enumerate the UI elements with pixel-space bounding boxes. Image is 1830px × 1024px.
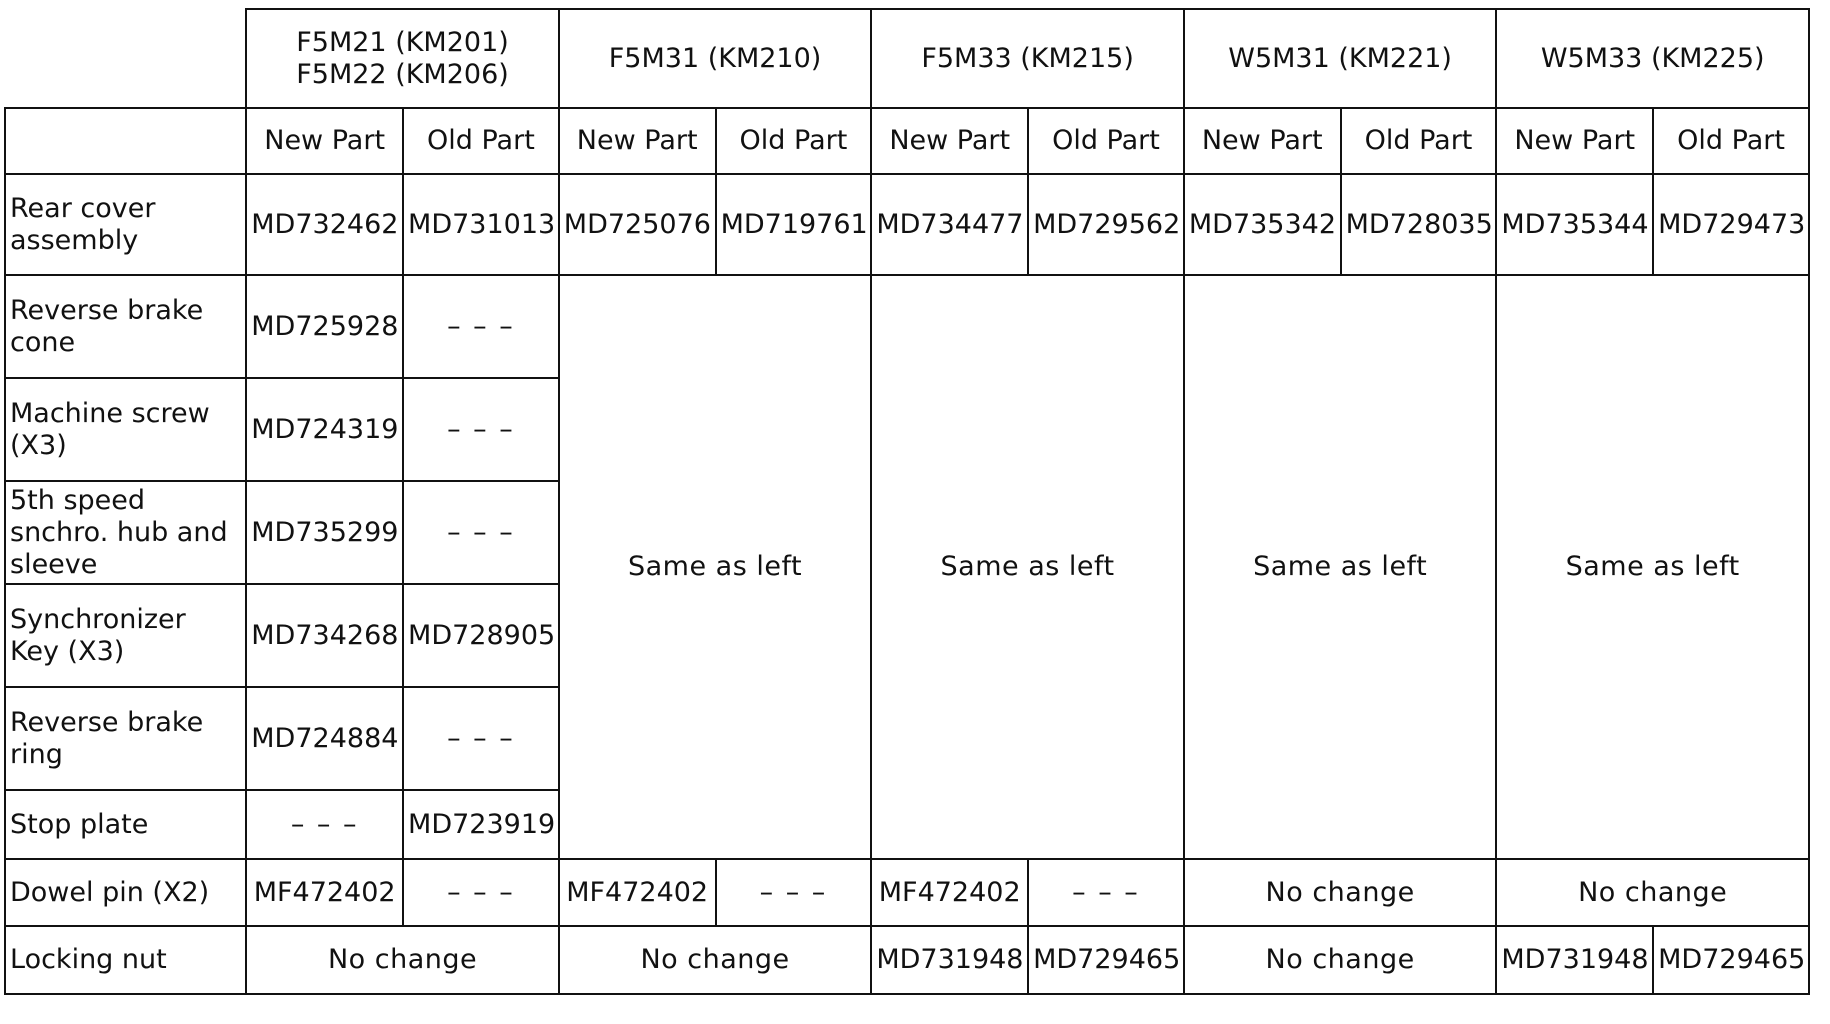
- part-number: MF472402: [246, 859, 403, 926]
- new-part-header: New Part: [246, 108, 403, 174]
- row-locking-nut: [5, 926, 1809, 994]
- part-number: – – –: [1028, 859, 1184, 926]
- corner-cell: [5, 9, 246, 108]
- new-part-header: New Part: [1184, 108, 1341, 174]
- part-number: – – –: [403, 481, 559, 584]
- part-label: Synchronizer Key (X3): [5, 584, 246, 687]
- part-number: – – –: [403, 378, 559, 481]
- model-header-w5m31: W5M31 (KM221): [1184, 9, 1497, 108]
- part-number: – – –: [403, 275, 559, 378]
- part-number: MF472402: [559, 859, 716, 926]
- part-number: MF472402: [871, 859, 1028, 926]
- same-as-left-w5m31: Same as left: [1184, 275, 1497, 859]
- part-number: – – –: [716, 859, 872, 926]
- no-change-cell: No change: [559, 926, 872, 994]
- part-number: MD724884: [246, 687, 403, 790]
- part-number: MD735299: [246, 481, 403, 584]
- part-number: MD731948: [871, 926, 1028, 994]
- part-number: MD729465: [1653, 926, 1809, 994]
- model-header-f5m21: [246, 9, 559, 108]
- part-number: MD728905: [403, 584, 559, 687]
- part-number: MD723919: [403, 790, 559, 859]
- same-as-left-f5m33: Same as left: [871, 275, 1184, 859]
- part-label: Locking nut: [5, 926, 246, 994]
- old-part-header: Old Part: [716, 108, 872, 174]
- part-label: Dowel pin (X2): [5, 859, 246, 926]
- old-part-header: Old Part: [1341, 108, 1497, 174]
- part-number: MD728035: [1341, 174, 1497, 275]
- part-label: Rear cover assembly: [5, 174, 246, 275]
- part-label: Reverse brake cone: [5, 275, 246, 378]
- no-change-cell: No change: [246, 926, 559, 994]
- part-type-header-row: [5, 108, 1809, 174]
- part-number: MD734477: [871, 174, 1028, 275]
- part-number: MD724319: [246, 378, 403, 481]
- old-part-header: Old Part: [1653, 108, 1809, 174]
- model-name-line: F5M22 (KM206): [296, 58, 509, 90]
- same-as-left-w5m33: Same as left: [1496, 275, 1809, 859]
- part-number: MD734268: [246, 584, 403, 687]
- part-number: MD731013: [403, 174, 559, 275]
- new-part-header: New Part: [1496, 108, 1653, 174]
- part-number: MD729562: [1028, 174, 1184, 275]
- part-number: MD735342: [1184, 174, 1341, 275]
- row-rear-cover: [5, 174, 1809, 275]
- new-part-header: New Part: [559, 108, 716, 174]
- part-label: Stop plate: [5, 790, 246, 859]
- parts-table: [4, 8, 1810, 995]
- no-change-cell: No change: [1184, 859, 1497, 926]
- old-part-header: Old Part: [1028, 108, 1184, 174]
- part-label: 5th speed snchro. hub and sleeve: [5, 481, 246, 584]
- same-as-left-f5m31: Same as left: [559, 275, 872, 859]
- model-header-f5m33: F5M33 (KM215): [871, 9, 1184, 108]
- no-change-cell: No change: [1184, 926, 1497, 994]
- part-number: – – –: [403, 859, 559, 926]
- part-number: MD731948: [1496, 926, 1653, 994]
- part-number: MD725076: [559, 174, 716, 275]
- part-number: MD729473: [1653, 174, 1809, 275]
- model-header-w5m33: W5M33 (KM225): [1496, 9, 1809, 108]
- part-number: – – –: [403, 687, 559, 790]
- model-name-line: F5M21 (KM201): [296, 26, 509, 58]
- part-number: – – –: [246, 790, 403, 859]
- part-number: MD732462: [246, 174, 403, 275]
- part-number: MD735344: [1496, 174, 1653, 275]
- new-part-header: New Part: [871, 108, 1028, 174]
- model-header-f5m31: F5M31 (KM210): [559, 9, 872, 108]
- part-number: MD729465: [1028, 926, 1184, 994]
- part-label: Reverse brake ring: [5, 687, 246, 790]
- part-number: MD719761: [716, 174, 872, 275]
- old-part-header: Old Part: [403, 108, 559, 174]
- row-reverse-brake-cone: [5, 275, 1809, 378]
- part-label: Machine screw (X3): [5, 378, 246, 481]
- empty-cell: [5, 108, 246, 174]
- row-dowel-pin: [5, 859, 1809, 926]
- model-header-row: [5, 9, 1809, 108]
- part-number: MD725928: [246, 275, 403, 378]
- no-change-cell: No change: [1496, 859, 1809, 926]
